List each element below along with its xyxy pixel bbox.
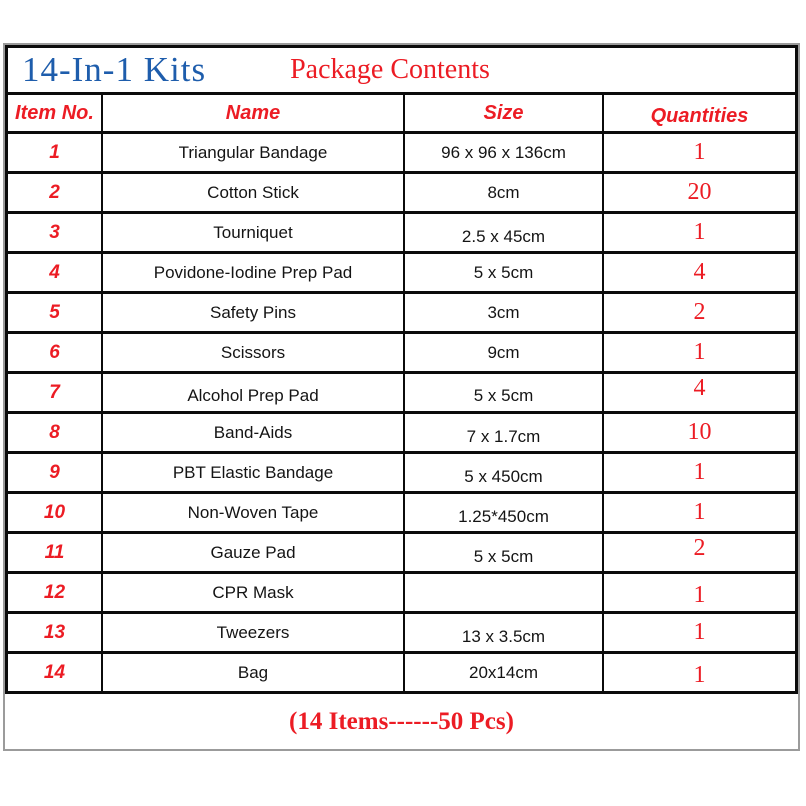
table-row xyxy=(8,134,795,174)
size-cell: 96 x 96 x 136cm xyxy=(405,134,604,171)
item-no-cell: 4 xyxy=(8,254,103,291)
table-row xyxy=(8,534,795,574)
quantity-cell: 1 xyxy=(693,219,706,245)
size-cell: 13 x 3.5cm xyxy=(405,614,604,651)
table-row xyxy=(8,454,795,494)
quantity-cell: 1 xyxy=(693,139,706,165)
quantity-cell: 4 xyxy=(693,374,706,401)
size-cell: 9cm xyxy=(405,334,604,371)
size-cell: 5 x 5cm xyxy=(405,374,604,411)
item-no-cell: 3 xyxy=(8,214,103,251)
item-no-cell: 14 xyxy=(8,654,103,691)
item-no-cell: 11 xyxy=(8,534,103,571)
table-row xyxy=(8,334,795,374)
quantity-cell: 2 xyxy=(693,299,706,325)
quantity-cell: 1 xyxy=(693,619,706,645)
kit-title: 14-In-1 Kits xyxy=(22,50,207,89)
size-cell: 5 x 5cm xyxy=(405,254,604,291)
table-row xyxy=(8,574,795,614)
name-cell: Triangular Bandage xyxy=(103,134,405,171)
item-no-cell: 6 xyxy=(8,334,103,371)
name-cell: Tourniquet xyxy=(103,214,405,251)
item-no-cell: 12 xyxy=(8,574,103,611)
package-contents-title: Package Contents xyxy=(290,54,490,85)
size-cell: 7 x 1.7cm xyxy=(405,414,604,451)
quantity-cell: 1 xyxy=(693,339,706,365)
item-no-cell: 8 xyxy=(8,414,103,451)
size-cell: 20x14cm xyxy=(405,654,604,691)
quantity-cell: 1 xyxy=(693,582,706,608)
summary-text: (14 Items------50 Pcs) xyxy=(289,707,514,735)
table-rows xyxy=(8,134,795,691)
table-row xyxy=(8,294,795,334)
table-row xyxy=(8,494,795,534)
item-no-cell: 1 xyxy=(8,134,103,171)
package-contents-sheet xyxy=(5,45,798,749)
table-row xyxy=(8,214,795,254)
name-cell: Alcohol Prep Pad xyxy=(103,374,405,411)
title-row xyxy=(8,48,795,95)
item-no-cell: 2 xyxy=(8,174,103,211)
column-header-size: Size xyxy=(405,95,604,131)
item-no-cell: 9 xyxy=(8,454,103,491)
size-cell: 5 x 450cm xyxy=(405,454,604,491)
quantity-cell: 1 xyxy=(693,662,706,688)
name-cell: Povidone-Iodine Prep Pad xyxy=(103,254,405,291)
quantity-cell: 1 xyxy=(693,459,706,485)
name-cell: Tweezers xyxy=(103,614,405,651)
item-no-cell: 13 xyxy=(8,614,103,651)
item-no-cell: 10 xyxy=(8,494,103,531)
table-row xyxy=(8,654,795,691)
quantity-cell: 2 xyxy=(693,534,706,561)
item-no-cell: 5 xyxy=(8,294,103,331)
name-cell: Safety Pins xyxy=(103,294,405,331)
table-row xyxy=(8,254,795,294)
name-cell: CPR Mask xyxy=(103,574,405,611)
size-cell: 3cm xyxy=(405,294,604,331)
column-header-quantities: Quantities xyxy=(650,104,749,127)
name-cell: Gauze Pad xyxy=(103,534,405,571)
table-row xyxy=(8,614,795,654)
quantity-cell: 4 xyxy=(693,259,706,285)
table-row xyxy=(8,414,795,454)
name-cell: Band-Aids xyxy=(103,414,405,451)
name-cell: Scissors xyxy=(103,334,405,371)
table-row xyxy=(8,174,795,214)
quantity-cell: 10 xyxy=(687,419,712,445)
quantity-cell: 20 xyxy=(687,179,712,205)
size-cell: 2.5 x 45cm xyxy=(405,214,604,251)
name-cell: Bag xyxy=(103,654,405,691)
quantity-cell: 1 xyxy=(693,499,706,525)
size-cell: 1.25*450cm xyxy=(405,494,604,531)
name-cell: PBT Elastic Bandage xyxy=(103,454,405,491)
column-header-name: Name xyxy=(103,95,405,131)
size-cell: 5 x 5cm xyxy=(405,534,604,571)
size-cell: 8cm xyxy=(405,174,604,211)
table-row xyxy=(8,374,795,414)
item-no-cell: 7 xyxy=(8,374,103,411)
name-cell: Non-Woven Tape xyxy=(103,494,405,531)
package-contents-table xyxy=(5,45,798,694)
summary-row xyxy=(5,694,798,749)
table-header-row xyxy=(8,95,795,134)
name-cell: Cotton Stick xyxy=(103,174,405,211)
size-cell xyxy=(405,574,604,611)
column-header-item-no: Item No. xyxy=(8,95,103,131)
